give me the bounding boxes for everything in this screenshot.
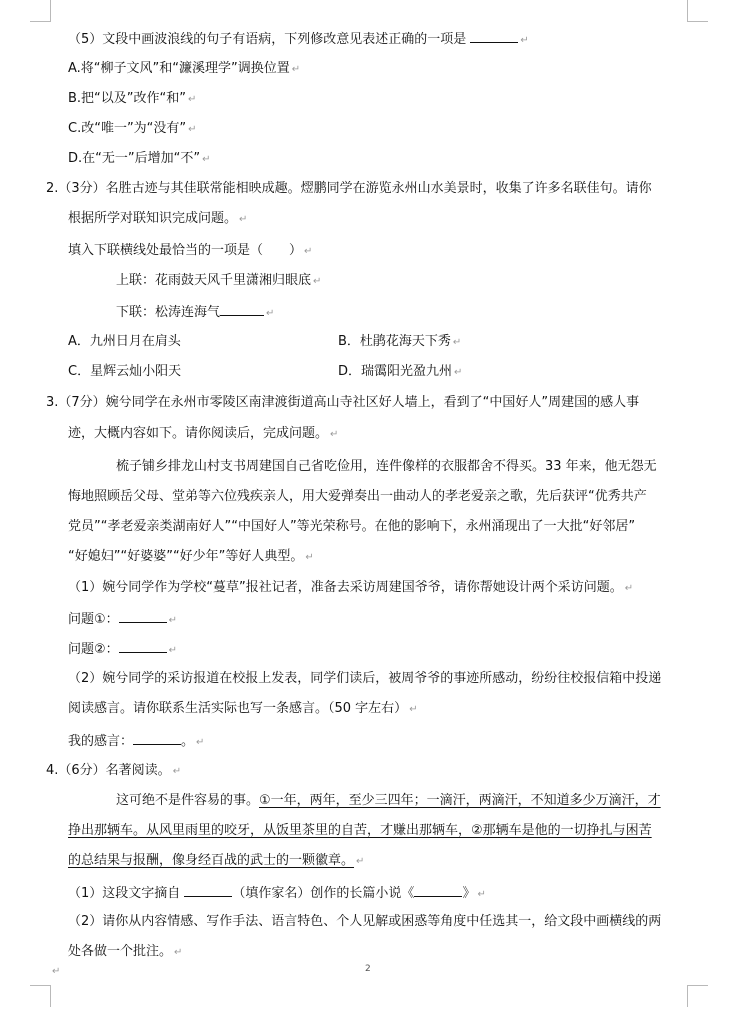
- q2-option-d-text: D．瑞霭阳光盈九州: [338, 364, 453, 379]
- q2-line2: [68, 210, 247, 229]
- q3-passage-text: “好媳妇”“好婆婆”“好少年”等好人典型。: [68, 549, 304, 564]
- corner-mark-top-right: [687, 0, 688, 22]
- return-mark: ↵: [172, 766, 182, 777]
- q4-title: [46, 762, 181, 781]
- q3-passage-line2: [68, 488, 647, 506]
- q2-option-a-text: A．九州日月在肩头: [68, 334, 181, 349]
- q4-sub1-text: （1）这段文字摘自: [68, 886, 181, 901]
- return-mark: ↵: [174, 947, 183, 958]
- return-mark: ↵: [454, 367, 463, 378]
- q3-line1: [46, 394, 639, 412]
- q2-option-c: [68, 363, 181, 381]
- q4-sub2-text: 处各做一个批注。: [68, 944, 173, 959]
- corner-mark-bottom-right-h: [687, 985, 708, 986]
- q4-sub1-text: （填作家名）创作的长篇小说《: [232, 886, 415, 901]
- return-mark: ↵: [304, 246, 313, 257]
- q3-line1-text: 3.（7分）婉兮同学在永州市零陵区南津渡街道高山寺社区好人墙上，看到了“中国好人”周建国的感人事: [46, 395, 640, 410]
- corner-mark-bottom-left-h: [30, 985, 51, 986]
- q2-instruction: [68, 242, 312, 261]
- q2-lower-couplet: [116, 302, 274, 323]
- q1-sub5-stem-text: （5）文段中画波浪线的句子有语病，下列修改意见表述正确的一项是: [68, 32, 467, 47]
- q2-upper-couplet: [116, 272, 321, 291]
- return-mark: ↵: [452, 337, 462, 348]
- q1-option-d-text: D.在“无一”后增加“不”: [68, 151, 201, 166]
- return-mark: ↵: [291, 64, 301, 75]
- q1-option-b-text: B.把“以及”改作“和”: [68, 91, 186, 106]
- return-mark: ↵: [624, 583, 634, 594]
- q4-sub2-line2: [68, 943, 182, 962]
- answer-blank[interactable]: [133, 731, 181, 745]
- corner-mark-top-right-h: [687, 21, 708, 22]
- q1-option-c-text: C.改“唯一”为“没有”: [68, 121, 187, 136]
- corner-mark-top-left-h: [30, 21, 51, 22]
- q2-line1: [46, 180, 652, 198]
- q3-passage-line4: [68, 548, 314, 567]
- answer-blank[interactable]: [470, 29, 518, 43]
- q3-question2-label: 问题②：: [68, 642, 119, 657]
- q3-line2: [68, 425, 338, 444]
- q3-sub2-line2: [68, 700, 418, 719]
- q3-passage-text: 梳子铺乡排龙山村支书周建国自己省吃俭用，连件像样的衣服都舍不得买。33 年来，他无怨无: [116, 459, 657, 474]
- q4-underlined-text: ①一年，两年，至少三四年；一滴汗，两滴汗，不知道多少万滴汗，才: [259, 793, 661, 808]
- return-mark: ↵: [168, 645, 178, 656]
- answer-blank-title[interactable]: [414, 883, 462, 897]
- return-mark: ↵: [313, 276, 322, 287]
- return-mark: ↵: [409, 704, 418, 715]
- q3-passage-line1: [116, 458, 657, 476]
- q2-line1-text: 2.（3分）名胜古迹与其佳联常能相映成趣。熤鹏同学在游览永州山水美景时，收集了许多名联佳句。请你: [46, 181, 652, 196]
- return-mark: ↵: [330, 429, 339, 440]
- q4-sub1: [68, 883, 486, 904]
- return-mark: ↵: [477, 889, 486, 900]
- corner-mark-top-left: [50, 0, 51, 22]
- q4-underlined-text: 挣出那辆车。从风里雨里的咬牙，从饭里茶里的自苦，才赚出那辆车，②那辆车是他的一切挣扎与困苦: [68, 823, 652, 838]
- return-mark: ↵: [196, 737, 205, 748]
- q3-feeling: [68, 731, 204, 752]
- q1-option-a: [68, 60, 300, 79]
- q3-question1-label: 问题①：: [68, 612, 119, 627]
- q3-question1: [68, 609, 177, 630]
- return-mark: ↵: [356, 856, 365, 867]
- q2-instruction-text: 填入下联横线处最恰当的一项是（ ）: [68, 243, 303, 258]
- q2-option-c-text: C．星辉云灿小阳天: [68, 364, 182, 379]
- q3-question2: [68, 639, 177, 660]
- q3-passage-text: 悔地照顾岳父母、堂弟等六位残疾亲人，用大爱弹奏出一曲动人的孝老爱亲之歌，先后获评“优秀共产: [68, 489, 647, 504]
- corner-mark-bottom-left: [50, 985, 51, 1007]
- q3-sub1-text: （1）婉兮同学作为学校“蔓草”报社记者，准备去采访周建国爷爷，请你帮她设计两个采访问题。: [68, 580, 623, 595]
- return-mark: ↵: [168, 615, 178, 626]
- q3-feeling-period: 。: [181, 734, 195, 749]
- trailing-return-mark: [50, 962, 60, 981]
- answer-blank[interactable]: [119, 639, 167, 653]
- q3-feeling-label: 我的感言：: [68, 734, 134, 749]
- q4-passage-line2: [68, 822, 652, 840]
- q1-sub5-stem: [68, 29, 529, 50]
- corner-mark-bottom-right: [687, 985, 688, 1007]
- return-mark: ↵: [188, 124, 197, 135]
- q4-passage-line3: [68, 852, 364, 871]
- q3-passage-text: 党员”“孝老爱亲类湖南好人”“中国好人”等光荣称号。在他的影响下，永州涌现出了一大批“好邻居”: [68, 519, 636, 534]
- q2-option-b: [338, 333, 461, 352]
- q3-passage-line3: [68, 518, 635, 536]
- answer-blank-author[interactable]: [184, 883, 232, 897]
- q2-option-b-text: B．杜鹃花海天下秀: [338, 334, 451, 349]
- answer-blank[interactable]: [220, 302, 264, 316]
- q3-sub2-text: 阅读感言。请你联系生活实际也写一条感言。（50 字左右）: [68, 701, 408, 716]
- q3-sub2-text: （2）婉兮同学的采访报道在校报上发表，同学们读后，被周爷爷的事迹所感动，纷纷往校报信箱中投递: [68, 671, 662, 686]
- return-mark: ↵: [520, 35, 529, 46]
- q4-underlined-text: 的总结果与报酬，像身经百战的武士的一颗徽章。: [68, 853, 355, 868]
- q2-lower-couplet-text: 下联：松涛连海气: [116, 305, 221, 320]
- q4-sub2-text: （2）请你从内容情感、写作手法、语言特色、个人见解或困惑等角度中任选其一，给文段中画横线的两: [68, 914, 662, 929]
- q3-sub2-line1: [68, 670, 661, 688]
- q2-option-a: [68, 333, 181, 351]
- q4-passage-line1: [116, 792, 661, 810]
- q4-passage-lead: 这可绝不是件容易的事。: [116, 793, 260, 808]
- q3-line2-text: 迹，大概内容如下。请你阅读后，完成问题。: [68, 426, 329, 441]
- q1-option-c: [68, 120, 197, 139]
- q2-line2-text: 根据所学对联知识完成问题。: [68, 211, 238, 226]
- q3-sub1: [68, 579, 633, 598]
- return-mark: ↵: [52, 966, 61, 977]
- q2-option-d: [338, 363, 462, 382]
- q1-option-a-text: A.将“柳子文风”和“濂溪理学”调换位置: [68, 61, 290, 76]
- return-mark: ↵: [266, 308, 275, 319]
- q4-sub1-text: 》: [462, 886, 476, 901]
- q1-option-d: [68, 150, 210, 169]
- q4-title-text: 4.（6分）名著阅读。: [46, 763, 171, 778]
- return-mark: ↵: [305, 552, 314, 563]
- return-mark: ↵: [188, 94, 197, 105]
- return-mark: ↵: [202, 154, 211, 165]
- return-mark: ↵: [239, 214, 248, 225]
- page-number: 2: [365, 964, 371, 974]
- q2-upper-couplet-text: 上联：花雨鼓天风千里潇湘归眼底: [116, 273, 312, 288]
- q4-sub2-line1: [68, 913, 661, 931]
- q1-option-b: [68, 90, 196, 109]
- answer-blank[interactable]: [119, 609, 167, 623]
